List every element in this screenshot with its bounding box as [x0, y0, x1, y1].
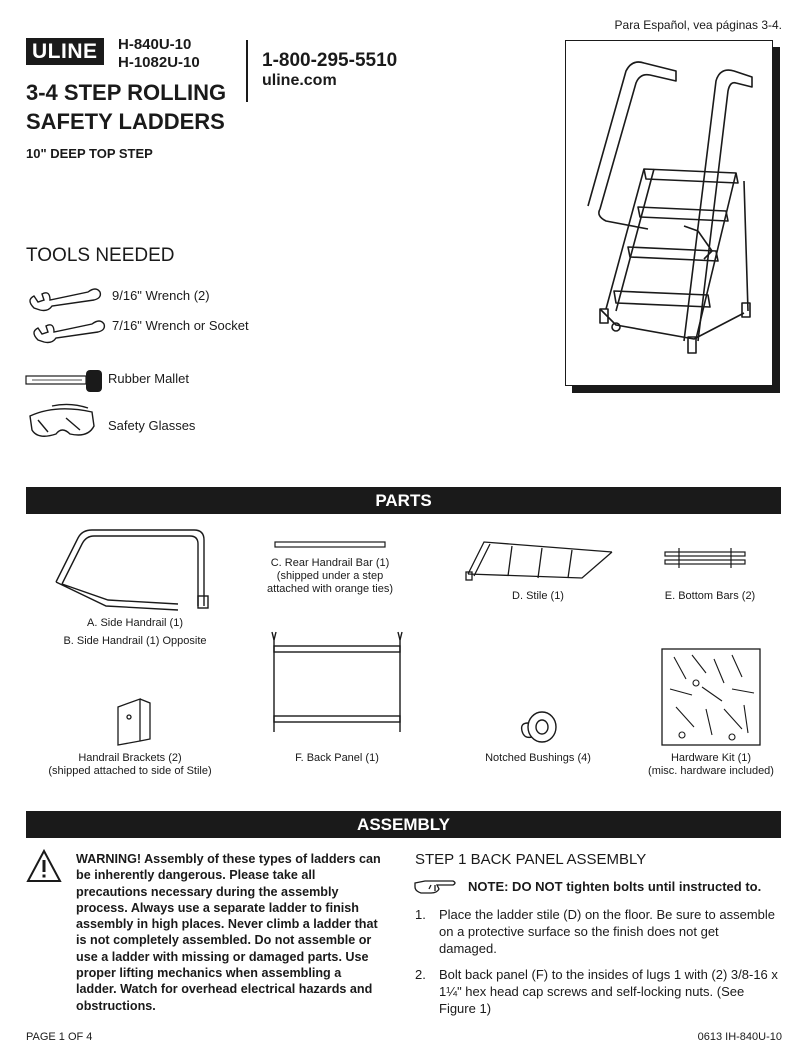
model-number: H-1082U-10 [118, 54, 200, 71]
website: uline.com [262, 72, 337, 89]
part-label: Hardware Kit (1) [670, 752, 752, 764]
title-line: SAFETY LADDERS [26, 109, 225, 134]
part-label: (shipped under a step [276, 570, 384, 582]
part-label-multiline [636, 752, 786, 778]
parts-heading: PARTS [26, 487, 781, 514]
page-title [26, 78, 226, 136]
part-label: F. Back Panel (1) [295, 752, 379, 764]
handrail-bracket-icon [114, 697, 154, 747]
part-label: (shipped attached to side of Stile) [48, 765, 212, 777]
wrench-icon [26, 284, 102, 348]
part-label: A. Side Handrail (1) [87, 617, 183, 629]
tool-label: Rubber Mallet [108, 371, 189, 386]
step-number: 2. [415, 967, 426, 982]
warning-text: WARNING! Assembly of these types of ladders can be inherently dangerous. Please take all precautions necessary during the assembly process. Always use a separate ladder to finish assembly in high places. Never climb a ladder that is not completely assembled. Do not assemble or use a ladder with missing or damaged parts. Use proper lifting mechanics when assembling a ladder. Watch for overhead electrical hazards and obstructions. [76, 852, 381, 1013]
ladder-illustration [565, 40, 773, 386]
part-label-multiline [260, 557, 400, 596]
warning-triangle-icon [26, 849, 62, 883]
step-heading: STEP 1 BACK PANEL ASSEMBLY [415, 851, 647, 868]
part-label-multiline [35, 752, 225, 778]
page-number: PAGE 1 OF 4 [26, 1031, 93, 1043]
notched-bushing-icon [518, 709, 560, 745]
step-number: 1. [415, 907, 426, 922]
title-line: 3-4 STEP ROLLING [26, 80, 227, 105]
step-text: Place the ladder stile (D) on the floor. Be sure to assemble on a protective surface so the finish does not get damaged. [439, 907, 776, 956]
part-label: attached with orange ties) [267, 583, 393, 595]
part-label: C. Rear Handrail Bar (1) [270, 557, 390, 569]
bottom-bars-icon [665, 548, 745, 568]
back-panel-icon [270, 632, 404, 734]
tool-label: 7/16" Wrench or Socket [112, 318, 249, 333]
side-handrail-icon [54, 528, 214, 614]
uline-logo: ULINE [26, 38, 104, 65]
assembly-note: NOTE: DO NOT tighten bolts until instructed to. [468, 879, 762, 894]
safety-glasses-icon [26, 402, 98, 442]
phone-number: 1-800-295-5510 [262, 50, 398, 71]
part-label: E. Bottom Bars (2) [664, 590, 756, 602]
step-text: Bolt back panel (F) to the insides of lugs 1 with (2) 3/8-16 x 1¼" hex head cap screws and self-locking nuts. (See Figure 1) [439, 967, 778, 1016]
tool-label: Safety Glasses [108, 418, 196, 433]
part-label: B. Side Handrail (1) Opposite [63, 635, 207, 647]
part-label: Notched Bushings (4) [485, 752, 591, 764]
part-label: D. Stile (1) [512, 590, 564, 602]
model-number: H-840U-10 [118, 36, 192, 53]
hardware-kit-icon [662, 649, 760, 745]
assembly-heading: ASSEMBLY [26, 811, 781, 838]
header-divider [246, 40, 248, 102]
document-id: 0613 IH-840U-10 [697, 1031, 782, 1043]
mallet-icon [26, 368, 108, 392]
stile-icon [462, 538, 614, 584]
pointing-hand-icon [413, 877, 457, 895]
part-label: (misc. hardware included) [648, 765, 774, 777]
rear-handrail-bar-icon [275, 540, 385, 550]
page-subtitle: 10" DEEP TOP STEP [26, 146, 153, 161]
model-numbers [118, 36, 200, 72]
spanish-note: Para Español, vea páginas 3-4. [614, 18, 782, 32]
rolling-ladder-icon [566, 41, 772, 385]
part-label: Handrail Brackets (2) [78, 752, 182, 764]
tools-heading: TOOLS NEEDED [26, 245, 175, 266]
tool-label: 9/16" Wrench (2) [112, 288, 210, 303]
